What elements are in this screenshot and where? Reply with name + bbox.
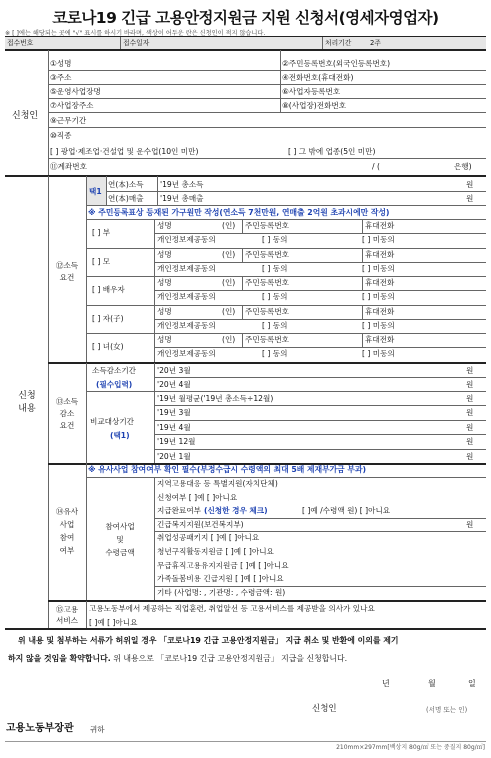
member-seal-label: (인) — [222, 278, 236, 288]
job-option-other-checkbox[interactable]: [ ] 그 밖에 업종(5인 미만) — [288, 147, 376, 156]
row-line — [86, 205, 486, 206]
table-bottom-border — [5, 628, 486, 630]
divider — [242, 276, 243, 290]
section-border — [48, 362, 486, 364]
won-unit: 원 — [466, 394, 474, 403]
divider — [362, 248, 363, 262]
similar-program-row[interactable]: 신청여부 [ ]예 [ ]아니요 — [157, 492, 238, 502]
member-consent-label: 개인정보제공동의 — [157, 292, 216, 302]
divider — [48, 176, 49, 628]
row-line — [48, 98, 486, 99]
processing-period-label: 처리기간 — [325, 39, 352, 47]
similar-program-note: ※ 유사사업 참여여부 확인 필수(부정수급시 수령액의 최대 5배 제재부가금 부과) — [88, 465, 367, 474]
divider — [157, 176, 158, 205]
compare-period-label: 비교대상기간 — [90, 417, 135, 426]
applicant-section-label: 신청인 — [12, 111, 39, 121]
own-sales-checkbox[interactable]: 연(本)매출 — [108, 194, 144, 203]
member-seal-label: (인) — [222, 221, 236, 230]
row-line — [48, 70, 486, 71]
recipient-name: 고용노동부장관 — [6, 723, 74, 734]
form-title: 코로나19 긴급 고용안정지원금 지원 신청서(영세자영업자) — [52, 9, 439, 27]
similar-program-row[interactable]: 가족돌봄비용 긴급지원 [ ]예 [ ]아니요 — [157, 574, 284, 584]
similar-program-row[interactable]: 취업성공패키지 [ ]예 [ ]아니요 — [157, 533, 260, 543]
row-line — [48, 127, 486, 128]
similar-program-row[interactable]: 기타 (사업명: , 기관명: , 수령금액: 원) — [157, 587, 286, 597]
paper-spec: 210mm×297mm[백상지 80g/㎡ 또는 중질지 80g/㎡] — [336, 744, 485, 751]
decrease-period-row[interactable]: '20년 3월 — [157, 366, 191, 375]
member-name-label: 성명 — [157, 221, 172, 230]
divider — [86, 463, 87, 600]
similar-program-row: 긴급복지지원(보건복지부) — [157, 519, 244, 529]
member-rrn-label: 주민등록번호 — [245, 335, 290, 345]
row-line — [154, 405, 486, 406]
receipt-row — [5, 37, 486, 49]
won-unit: 원 — [466, 380, 474, 389]
row-line — [154, 319, 486, 320]
household-note: ※ 주민등록표상 등재된 가구원만 작성(연소득 7천만원, 연매출 2억원 초과시에만 작성) — [88, 208, 390, 217]
divider — [242, 333, 243, 347]
row-line — [48, 158, 486, 159]
member-phone-label: 휴대전화 — [365, 306, 395, 316]
member-rrn-label: 주민등록번호 — [245, 249, 290, 259]
member-phone-label: 휴대전화 — [365, 221, 395, 230]
work-period-field[interactable]: ⑨근무기간 — [50, 116, 87, 125]
business-number-field[interactable]: ⑥사업자등록번호 — [282, 87, 341, 96]
won-unit: 원 — [466, 519, 474, 529]
member-rrn-label: 주민등록번호 — [245, 278, 290, 288]
member-consent-yes[interactable]: [ ] 동의 — [262, 263, 288, 273]
decrease-period-row[interactable]: '20년 4월 — [157, 380, 191, 389]
member-consent-no[interactable]: [ ] 미동의 — [362, 292, 395, 302]
compare-period-row[interactable]: '20년 1월 — [157, 451, 191, 461]
row-line — [48, 112, 486, 113]
household-member-checkbox[interactable]: [ ] 모 — [92, 256, 111, 266]
member-consent-label: 개인정보제공동의 — [157, 320, 216, 330]
member-consent-no[interactable]: [ ] 미동의 — [362, 263, 395, 273]
won-unit: 원 — [466, 422, 474, 432]
divider — [86, 363, 87, 463]
divider — [242, 219, 243, 233]
signature-hint: (서명 또는 인) — [426, 706, 468, 714]
business-name-field[interactable]: ⑤운영사업장명 — [50, 87, 101, 96]
divider — [280, 50, 281, 112]
date-day: 일 — [468, 679, 476, 688]
member-consent-label: 개인정보제공동의 — [157, 235, 216, 244]
row-line — [154, 420, 486, 421]
household-member-checkbox[interactable]: [ ] 녀(女) — [92, 342, 124, 352]
divider — [154, 477, 155, 600]
member-consent-yes[interactable]: [ ] 동의 — [262, 292, 288, 302]
divider — [362, 305, 363, 319]
member-consent-label: 개인정보제공동의 — [157, 349, 216, 359]
section-border — [5, 175, 486, 177]
member-consent-no[interactable]: [ ] 미동의 — [362, 235, 395, 244]
recipient-suffix: 귀하 — [90, 725, 105, 734]
own-income-checkbox[interactable]: 연(本)소득 — [108, 180, 144, 189]
divider — [362, 219, 363, 233]
member-seal-label: (인) — [222, 249, 236, 259]
won-unit: 원 — [466, 437, 474, 447]
receipt-number-label: 접수번호 — [7, 39, 34, 47]
signature-label: 신청인 — [312, 704, 337, 714]
business-phone-field[interactable]: ⑧(사업장)전화번호 — [282, 101, 347, 110]
choose-one-label: 택1 — [89, 187, 102, 196]
member-name-label: 성명 — [157, 335, 172, 345]
member-consent-no[interactable]: [ ] 미동의 — [362, 349, 395, 359]
row-line — [86, 248, 486, 249]
divider — [322, 37, 323, 49]
divider — [120, 37, 121, 49]
member-rrn-label: 주민등록번호 — [245, 221, 290, 230]
household-member-checkbox[interactable]: [ ] 배우자 — [92, 285, 125, 295]
compare-period-row[interactable]: '19년 12월 — [157, 437, 196, 447]
member-phone-label: 휴대전화 — [365, 278, 395, 288]
address-field[interactable]: ③주소 — [50, 73, 72, 82]
member-consent-label: 개인정보제공동의 — [157, 263, 216, 273]
row-line — [48, 84, 486, 85]
row-line — [86, 219, 486, 220]
paid-options[interactable]: [ ]예 /수령액 원) [ ]아니요 — [302, 506, 391, 516]
member-phone-label: 휴대전화 — [365, 249, 395, 259]
participation-label: 참여사업 및 수령금액 — [105, 522, 135, 557]
compare-period-row[interactable]: '19년 월평균('19년 총소득÷12월) — [157, 394, 274, 403]
section-border — [48, 600, 486, 602]
instruction-note: ※ [ ]에는 해당되는 곳에 "√" 표시를 하시기 바라며, 색상이 어두운 란은 신청인이 적지 않습니다. — [5, 30, 266, 37]
member-name-label: 성명 — [157, 278, 172, 288]
compare-period-row[interactable]: '19년 4월 — [157, 422, 191, 432]
divider — [86, 601, 87, 628]
row-line — [154, 377, 486, 378]
member-rrn-label: 주민등록번호 — [245, 306, 290, 316]
divider — [362, 276, 363, 290]
phone-field[interactable]: ④전화번호(휴대전화) — [282, 73, 354, 82]
row-line — [154, 449, 486, 450]
income-requirement-label: ⑫소득 요건 — [55, 261, 79, 282]
member-name-label: 성명 — [157, 249, 172, 259]
resident-number-field[interactable]: ②주민등록번호(외국인등록번호) — [282, 59, 391, 68]
member-phone-label: 휴대전화 — [365, 335, 395, 345]
member-consent-no[interactable]: [ ] 미동의 — [362, 320, 395, 330]
paid-check-note: (신청한 경우 체크) — [204, 506, 268, 516]
own-sales-value: '19년 총매출 — [160, 194, 204, 203]
section-border — [5, 49, 486, 51]
similar-program-row: 지역고용대응 등 특별지원(자치단체) — [157, 479, 278, 488]
compare-period-row[interactable]: '19년 3월 — [157, 408, 191, 418]
won-unit: 원 — [466, 451, 474, 461]
row-line — [86, 477, 486, 478]
similar-program-row[interactable]: 지급완료여부 — [157, 506, 202, 516]
divider — [242, 305, 243, 319]
account-separator: / ( — [372, 162, 380, 171]
won-unit: 원 — [466, 194, 474, 203]
footer-line — [5, 741, 486, 742]
won-unit: 원 — [466, 366, 474, 375]
employment-service-label: ⑮고용 서비스 — [55, 605, 79, 625]
member-consent-yes[interactable]: [ ] 동의 — [262, 349, 288, 359]
won-unit: 원 — [466, 408, 474, 418]
content-section-label: 신청 내용 — [18, 391, 36, 414]
similar-program-row[interactable]: 무급휴직고용유지지원금 [ ]예 [ ]아니요 — [157, 560, 289, 570]
row-line — [154, 262, 486, 263]
statement-line-2: 하지 않을 것임을 확약합니다. 위 내용으로 「코로나19 긴급 고용안정지원금」 지급을 신청합니다. — [8, 654, 348, 663]
won-unit: 원 — [466, 180, 474, 189]
account-bank-label: 은행) — [454, 162, 472, 171]
household-member-checkbox[interactable]: [ ] 자(子) — [92, 313, 124, 323]
member-name-label: 성명 — [157, 306, 172, 316]
decrease-period-label: 소득감소기간 — [92, 366, 137, 375]
business-address-field[interactable]: ⑦사업장주소 — [50, 101, 94, 110]
own-income-value: '19년 총소득 — [160, 180, 204, 189]
row-line — [154, 434, 486, 435]
employment-service-question: 고용노동부에서 제공하는 직업훈련, 취업알선 등 고용서비스를 제공받을 의사가 있나요 — [89, 604, 375, 613]
name-field[interactable]: ①성명 — [50, 59, 72, 68]
receipt-date-label: 접수일자 — [123, 39, 150, 47]
member-seal-label: (인) — [222, 335, 236, 345]
processing-period-value: 2주 — [370, 39, 381, 47]
date-month: 월 — [428, 679, 436, 688]
household-member-checkbox[interactable]: [ ] 부 — [92, 228, 111, 237]
divider — [242, 248, 243, 262]
divider — [362, 333, 363, 347]
row-line — [86, 391, 486, 392]
row-line — [86, 305, 486, 306]
compare-choose-one: (택1) — [110, 431, 130, 440]
employment-service-options[interactable]: [ ]예 [ ]아니요 — [89, 618, 138, 627]
row-line — [106, 191, 486, 192]
date-year: 년 — [382, 679, 390, 688]
income-decrease-label: ⑬소득 감소 요건 — [55, 397, 79, 430]
similar-program-row[interactable]: 청년구직활동지원금 [ ]예 [ ]아니요 — [157, 547, 274, 556]
similar-program-label: ⑭유사 사업 참여 여부 — [55, 507, 79, 555]
member-seal-label: (인) — [222, 306, 236, 316]
row-line — [154, 518, 486, 519]
member-consent-yes[interactable]: [ ] 동의 — [262, 235, 288, 244]
row-line — [154, 233, 486, 234]
row-line — [154, 586, 486, 587]
required-input-label: (필수입력) — [96, 380, 133, 389]
job-type-label: ⑩직종 — [50, 131, 72, 140]
member-consent-yes[interactable]: [ ] 동의 — [262, 320, 288, 330]
statement-line-1: 위 내용 및 첨부하는 서류가 허위일 경우 「코로나19 긴급 고용안정지원금」 지급 취소 및 반환에 이의를 제기 — [18, 636, 399, 645]
job-option-mining-checkbox[interactable]: [ ] 광업·제조업·건설업 및 운수업(10인 미만) — [50, 147, 199, 156]
account-number-field[interactable]: ⑪계좌번호 — [50, 162, 87, 171]
